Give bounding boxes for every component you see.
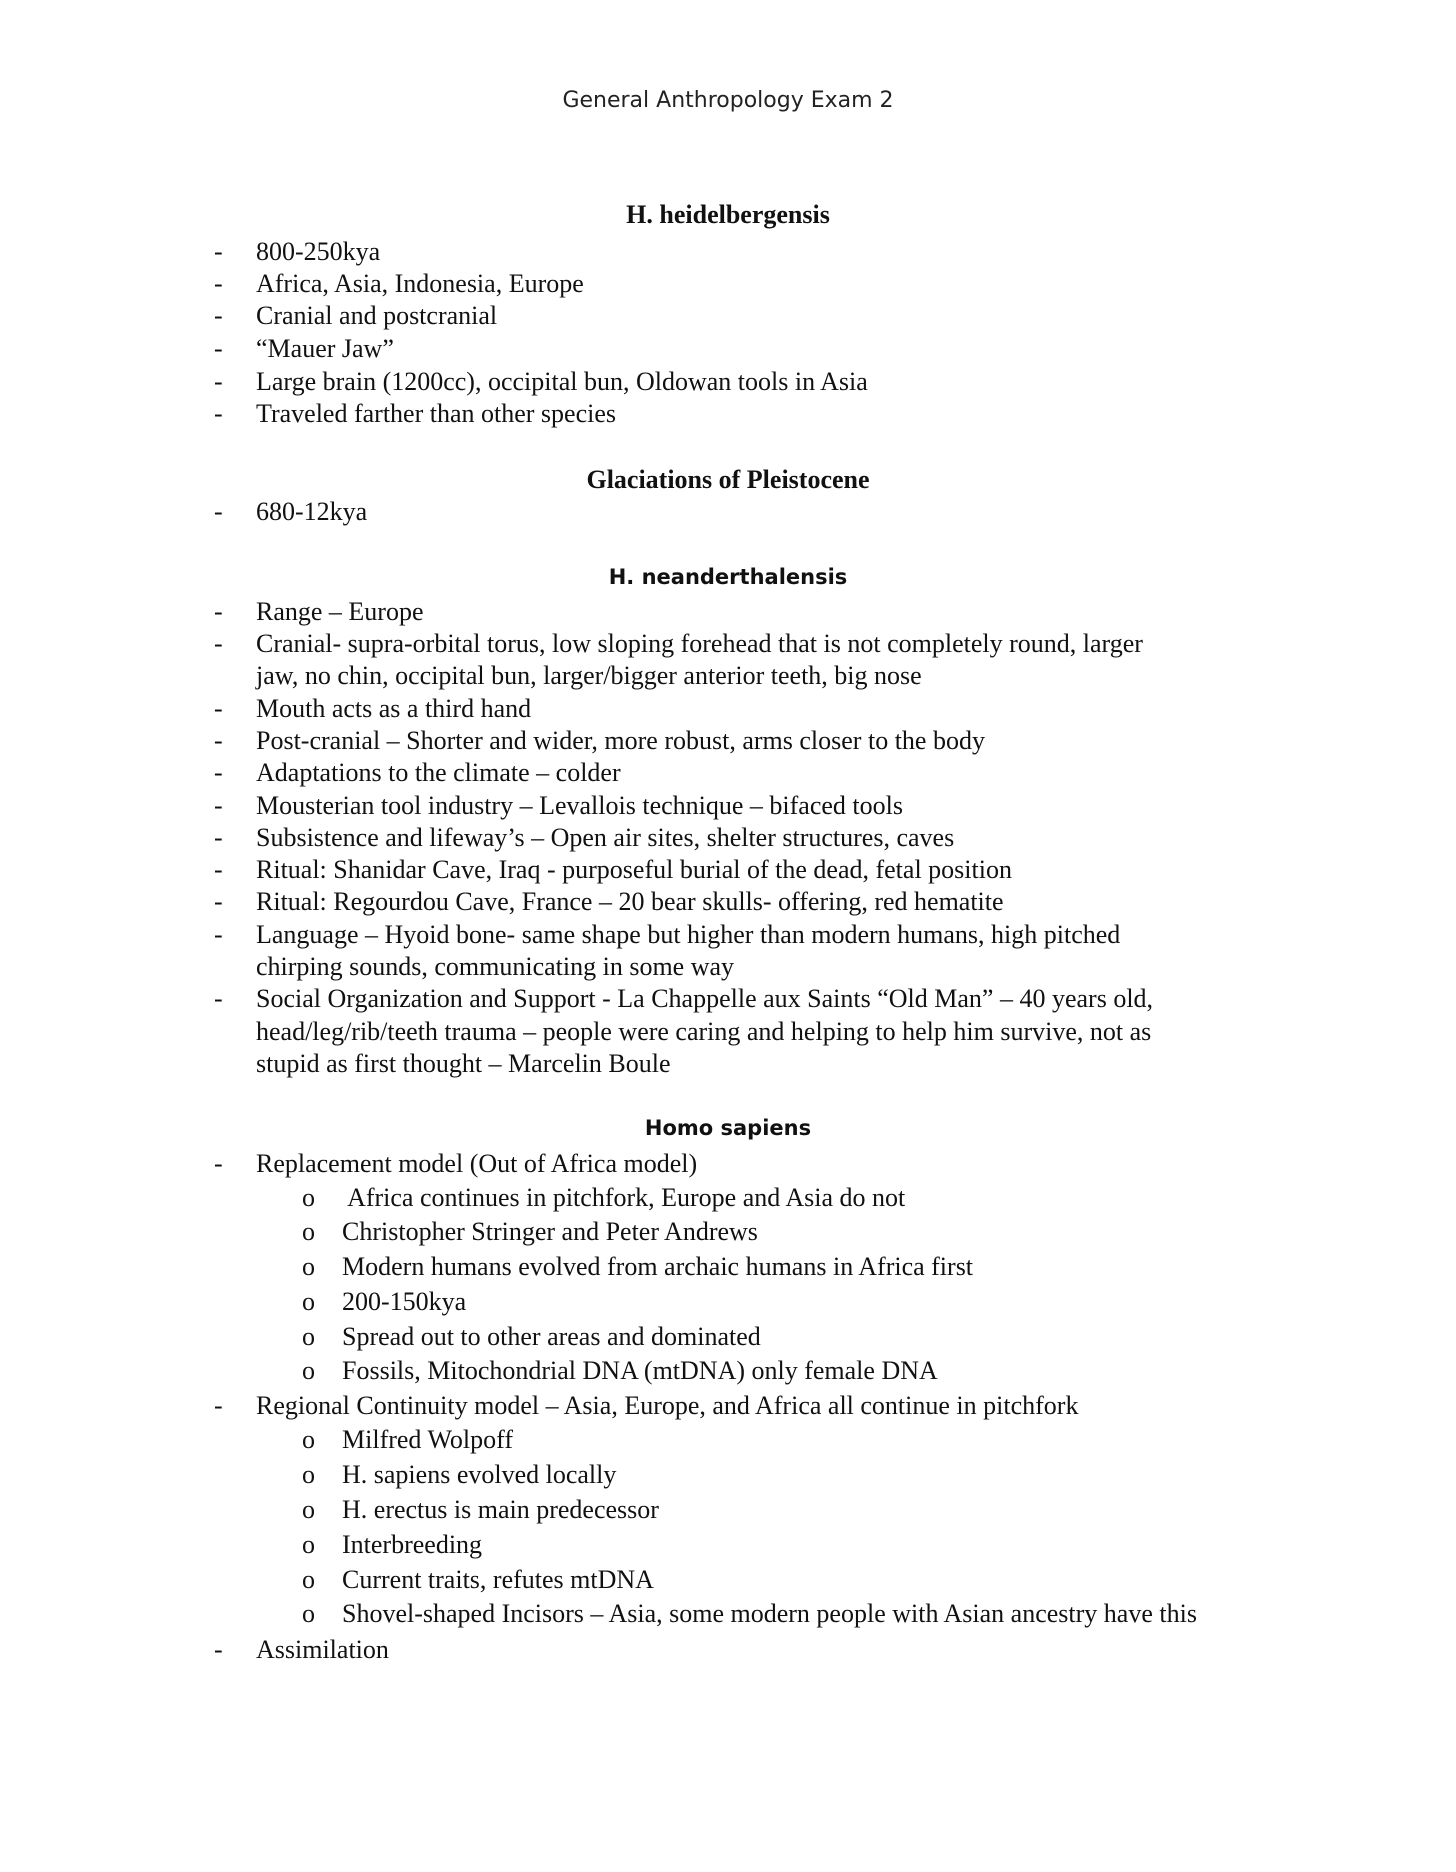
section-title-homo-sapiens: Homo sapiens [644,1116,812,1140]
section-title-glaciations: Glaciations of Pleistocene [586,465,870,494]
section-title-neanderthalensis: H. neanderthalensis [608,565,848,589]
document-page: General Anthropology Exam 2 H. heidelbergensis - 800-250kya - Africa, Asia, Indonesia, Europe - Cranial and postcranial - “Mauer Jaw” - Large brain (1200cc), occipital bun, Oldowan tools in Asia - Traveled farther than other species Glaciations of Pleistocene - 680-12kya H. neanderthalensis - Range – Europe - Cranial- supra-orbital torus, low sloping forehead that is not completely round, larger jaw, no chin, occipital bun, larger/bigger anterior teeth, big nose - Mouth acts as a third hand - Post-cranial – Shorter and wider, more robust, arms closer to the body - Adaptations to the climate – colder - Mousterian tool industry – Levallois technique – bifaced tools - Subsistence and lifeway’s – Open air sites, shelter structures, caves - Ritual: Shanidar Cave, Iraq - purposeful burial of the dead, fetal position - Ritual: Regourdou Cave, France – 20 bear skulls- offering, red hematite - Language – Hyoid bone- same shape but higher than modern humans, high pitched chirping sounds, communicating in some way - Social Organization and Support - La Chappelle aux Saints “Old Man” – 40 years old, head/leg/rib/teeth trauma – people were caring and helping to help him survive, not as stupid as first thought – Marcelin Boule Homo sapiens - Replacement model (Out of Africa model) o Africa continues in pitchfork, Europe and Asia do not o Christopher Stringer and Peter Andrews o Modern humans evolved from archaic humans in Africa first o 200-150kya o Spread out to other areas and dominated o Fossils, Mitochondrial DNA (mtDNA) only female DNA - Regional Continuity model – Asia, Europe, and Africa all continue in pitchfork o Milfred Wolpoff o H. sapiens evolved locally o H. erectus is main predecessor o Interbreeding o Current traits, refutes mtDNA o Shovel-shaped Incisors – Asia, some modern people with Asian ancestry have this - Assimilation [0,0,1456,1872]
section-title-heidelbergensis: H. heidelbergensis [626,200,830,229]
page-header: General Anthropology Exam 2 [562,88,894,113]
